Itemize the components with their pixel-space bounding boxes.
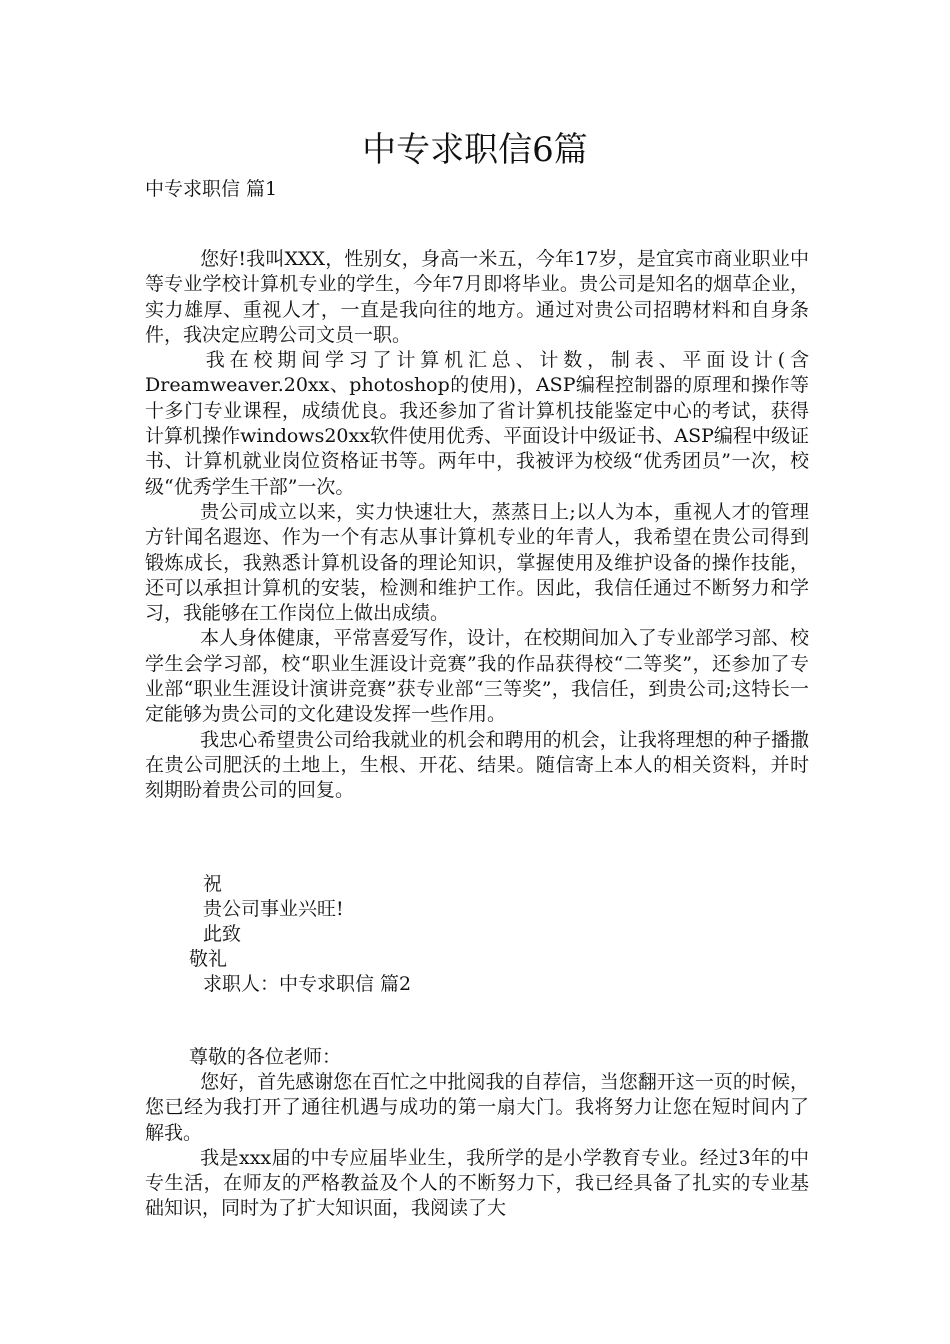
letter1-paragraph: 本人身体健康，平常喜爱写作，设计，在校期间加入了专业部学习部、校学生会学习部，校“职业生涯设计竞赛”我的作品获得校“二等奖”，还参加了专业部“职业生涯设计演讲竞赛”获专业部“三等奖”，我信任，到贵公司;这特长一定能够为贵公司的文化建设发挥一些作用。 <box>145 627 809 726</box>
document-title: 中专求职信6篇 <box>362 130 588 170</box>
letter1-body <box>145 247 809 804</box>
closing-salute-2: 敬礼 <box>189 948 228 970</box>
letter1-paragraph: 我在校期间学习了计算机汇总、计数，制表、平面设计(含Dreamweaver.20xx、photoshop的使用)，ASP编程控制器的原理和操作等十多门专业课程，成绩优良。我还参加了省计算机技能鉴定中心的考试，获得计算机操作windows20xx软件使用优秀、平面设计中级证书、ASP编程中级证书、计算机就业岗位资格证书等。两年中，我被评为校级“优秀团员”一次，校级“优秀学生干部”一次。 <box>145 349 809 498</box>
letter1-paragraph: 贵公司成立以来，实力快速壮大，蒸蒸日上;以人为本，重视人才的管理方针闻名遐迩、作为一个有志从事计算机专业的年青人，我希望在贵公司得到锻炼成长，我熟悉计算机设备的理论知识，掌握使用及维护设备的操作技能，还可以承担计算机的安装，检测和维护工作。因此，我信任通过不断努力和学习，我能够在工作岗位上做出成绩。 <box>145 500 809 625</box>
closing-salute-1: 此致 <box>203 923 242 945</box>
letter2-salutation: 尊敬的各位老师： <box>189 1046 342 1068</box>
letter2-paragraph: 您好，首先感谢您在百忙之中批阅我的自荐信，当您翻开这一页的时候，您已经为我打开了通往机遇与成功的第一扇大门。我将努力让您在短时间内了解我。 <box>145 1071 809 1144</box>
closing-wish-text: 贵公司事业兴旺! <box>203 898 344 920</box>
letter2-body <box>145 1070 809 1222</box>
letter2-paragraph: 我是xxx届的中专应届毕业生，我所学的是小学教育专业。经过3年的中专生活，在师友的严格教益及个人的不断努力下，我已经具备了扎实的专业基础知识，同时为了扩大知识面，我阅读了大 <box>145 1146 809 1220</box>
signature-line: 求职人：中专求职信 篇2 <box>203 973 412 995</box>
letter1-paragraph: 我忠心希望贵公司给我就业的机会和聘用的机会，让我将理想的种子播撒在贵公司肥沃的土地上，生根、开花、结果。随信寄上本人的相关资料，并时刻期盼着贵公司的回复。 <box>145 728 809 802</box>
closing-wish: 祝 <box>203 873 223 895</box>
letter1-heading: 中专求职信 篇1 <box>145 178 278 200</box>
letter1-paragraph: 您好!我叫XXX，性别女，身高一米五，今年17岁，是宜宾市商业职业中等专业学校计算机专业的学生，今年7月即将毕业。贵公司是知名的烟草企业，实力雄厚、重视人才，一直是我向往的地方。通过对贵公司招聘材料和自身条件，我决定应聘公司文员一职。 <box>145 248 809 346</box>
